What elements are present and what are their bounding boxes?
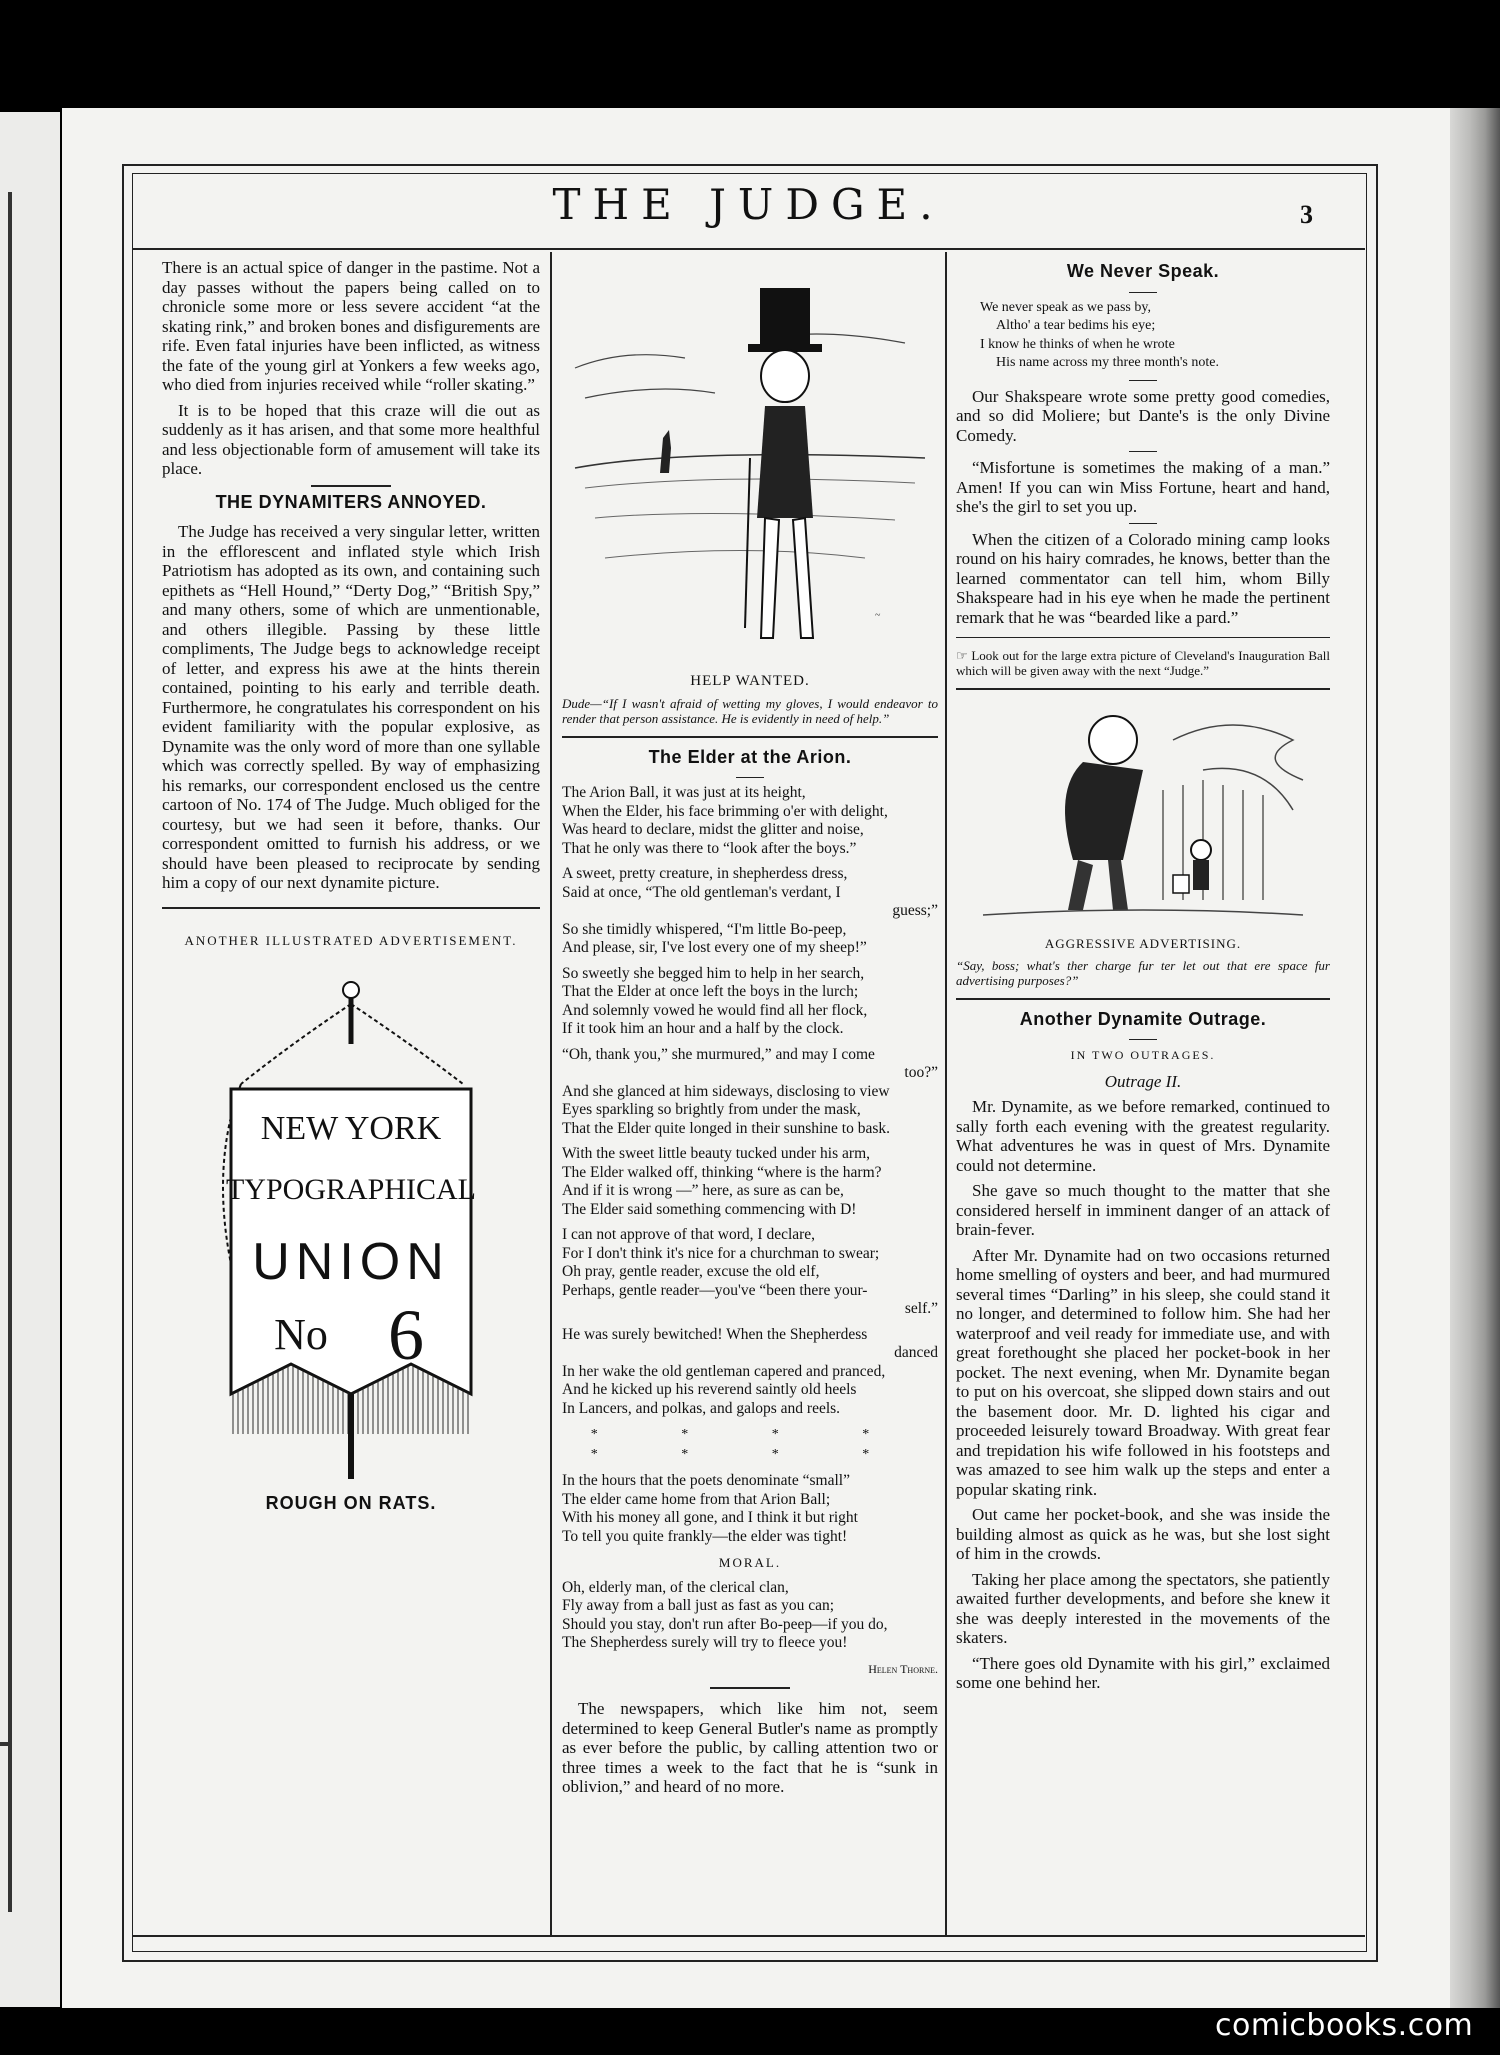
article-paragraph: It is to be hoped that this craze will die out as suddenly as it has arisen, and that some more healthful and less objectionable form of amusement will take its place. <box>162 400 540 478</box>
divider <box>162 907 540 909</box>
poem-stanza: In the hours that the poets denominate “small” The elder came home from that Arion Ball; With his money all gone, and I think it but right To tell you quite frankly—the elder was tight! <box>562 1472 858 1545</box>
divider <box>562 736 938 738</box>
banner-line-2: TYPOGRAPHICAL <box>225 1173 477 1206</box>
poem-stanza: With the sweet little beauty tucked under his arm, The Elder walked off, thinking “where is the harm? And if it is wrong —” here, as sure as can be, The Elder said something commencing with D! <box>562 1145 882 1218</box>
poem-stanza: A sweet, pretty creature, in shepherdess dress, Said at once, “The old gentleman's verdant, I guess;” So she timidly whispered, “I'm little Bo-peep, And please, sir, I've lost every one of my sheep!” <box>562 865 938 956</box>
dynamiters-heading: THE DYNAMITERS ANNOYED. <box>215 491 487 512</box>
divider <box>736 777 764 778</box>
help-wanted-illustration <box>565 258 935 668</box>
poem-stanza: He was surely bewitched! When the Shepherdess danced In her wake the old gentleman capered and pranced, And he kicked up his reverend saintly old heels In Lancers, and polkas, and galops and reels. <box>562 1325 938 1417</box>
outrage-paragraph: Mr. Dynamite, as we before remarked, continued to sally forth each evening with the greatest regularity. What adventures he was in quest of Mrs. Dynamite could not determine. <box>956 1097 1330 1175</box>
banner-line-1: NEW YORK <box>260 1110 442 1147</box>
inauguration-notice: ☞ Look out for the large extra picture of Cleveland's Inauguration Ball which will be given away with the next “Judge.” <box>956 648 1330 678</box>
previous-page-edge <box>0 112 60 2007</box>
svg-text:~: ~ <box>875 610 881 621</box>
help-wanted-caption: HELP WANTED. <box>690 673 810 689</box>
advertisement-caption: ROUGH ON RATS. <box>265 1493 437 1513</box>
moral-heading: MORAL. <box>718 1555 782 1570</box>
aggressive-advertising-caption: AGGRESSIVE ADVERTISING. <box>1044 936 1242 951</box>
divider <box>710 1687 790 1689</box>
banner-line-5: 6 <box>388 1295 424 1375</box>
divider <box>1129 292 1157 293</box>
column-2 <box>562 258 938 1803</box>
never-speak-poem: We never speak as we pass by, Altho' a tear bedims his eye; I know he thinks of when he wrote His name across my three month's note. <box>980 299 1219 370</box>
outrage-paragraph: She gave so much thought to the matter that she considered herself in imminent danger of an attack of brain-fever. <box>956 1181 1330 1239</box>
divider <box>1129 523 1157 524</box>
aggressive-advertising-illustration <box>973 700 1313 930</box>
butler-paragraph: The newspapers, which like him not, seem determined to keep General Butler's name as promptly as ever before the public, by calling attention two or three times a week to the fact that he is “sunk in oblivion,” and heard of no more. <box>562 1699 938 1796</box>
outrage-paragraph: Taking her place among the spectators, she patiently awaited further developments, and before she knew it she was deeply interested in the movements of the skaters. <box>956 1569 1330 1647</box>
shakespeare-paragraph: Our Shakspeare wrote some pretty good comedies, and so did Moliere; but Dante's is the only Divine Comedy. <box>956 386 1330 445</box>
banner-line-4: No <box>274 1310 328 1359</box>
poem-stanza: The Arion Ball, it was just at its height, When the Elder, his face brimming o'er with delight, Was heard to declare, midst the glitter and noise, That he only was there to “look after the boys.” <box>562 784 888 857</box>
divider <box>1129 451 1157 452</box>
misfortune-paragraph: “Misfortune is sometimes the making of a man.” Amen! If you can win Miss Fortune, heart and hand, she's the girl to set you up. <box>956 458 1330 516</box>
footer-rule <box>132 1935 1365 1937</box>
elder-poem-title: The Elder at the Arion. <box>648 746 852 767</box>
banner-line-3: UNION <box>252 1233 450 1291</box>
site-watermark: comicbooks.com <box>1215 2008 1474 2043</box>
divider <box>1129 380 1157 381</box>
divider <box>956 637 1330 638</box>
outrage-subtitle: IN TWO OUTRAGES. <box>1070 1048 1216 1062</box>
divider <box>956 688 1330 690</box>
outrage-paragraph: “There goes old Dynamite with his girl,” exclaimed some one behind her. <box>956 1653 1330 1692</box>
section-stars: * * * * * * * * <box>590 1427 910 1462</box>
union-banner-illustration <box>201 964 501 1484</box>
outrage-paragraph: After Mr. Dynamite had on two occasions returned home smelling of oysters and beer, and had murmured several times “Darling” in his sleep, she could stand it no longer, and determined to follow him. She had her waterproof and veil ready for immediate use, and with great forethought she placed her pocket-book in her pocket. The next evening, when Mr. Dynamite began to put on his overcoat, she slipped down stairs and out the basement door. Mr. D. lighted his cigar and proceeded leisurely toward Broadway. With great fear and trepidation his wife followed in his footsteps and was amazed to see him walk up the steps and enter a popular skating rink. <box>956 1245 1330 1499</box>
help-wanted-dialogue: Dude—“If I wasn't afraid of wetting my gloves, I would endeavor to render that person assistance. He is evidently in need of help.” <box>562 695 938 726</box>
article-paragraph: There is an actual spice of danger in the pastime. Not a day passes without the papers being called on to chronicle some more or less severe accident “at the skating rink,” and broken bones and disfigurements are rife. Even fatal injuries have been inflicted, as witness the fate of the young girl at Yonkers a few weeks ago, who died from injuries received while “roller skating.” <box>162 258 540 394</box>
advertisement-heading: ANOTHER ILLUSTRATED ADVERTISEMENT. <box>184 932 518 948</box>
poem-stanza: So sweetly she begged him to help in her search, That the Elder at once left the boys in the lurch; And solemnly vowed he would find all her flock, If it took him an hour and a half by the clock. <box>562 964 868 1037</box>
column-rule-1 <box>550 252 552 1935</box>
divider <box>311 485 391 487</box>
page-number: 3 <box>1300 200 1313 229</box>
outrage-part: Outrage II. <box>1104 1071 1182 1091</box>
aggressive-advertising-dialogue: “Say, boss; what's ther charge fur ter let out that ere space fur advertising purposes?” <box>956 957 1330 988</box>
dynamiters-body: The Judge has received a very singular letter, written in the efflorescent and inflated style which Irish Patriotism has adopted as its own, and containing such epithets as “Hell Hound,” “Derty Dog,” “British Spy,” and many others, some of which are unmentionable, and others illegible. Passing by these little compliments, The Judge begs to acknowledge receipt of letter, and express his awe at the hints therein contained, pointing to his early and terrible death. Furthermore, he congratulates his correspondent on his evident familiarity with the popular explosive, as Dynamite was the only word of more than one syllable which was correctly spelled. By way of emphasizing his remarks, our correspondent enclosed us the centre cartoon of No. 174 of The Judge. Much obliged for the courtesy, but we had seen it before, thanks. Our correspondent omitted to furnish his address, or we should have been pleased to reciprocate by sending him a copy of our next dynamite picture. <box>162 522 540 892</box>
poem-stanza: I can not approve of that word, I declare, For I don't think it's nice for a churchman to swear; Oh pray, gentle reader, excuse the old elf, Perhaps, gentle reader—you've “been there your- self.” <box>562 1226 938 1317</box>
poem-author: Helen Thorne. <box>868 1661 938 1676</box>
column-3 <box>956 258 1330 1699</box>
poem-stanza: “Oh, thank you,” she murmured,” and may I come too?” And she glanced at him sideways, disclosing to view Eyes sparkling so brightly from under the mask, That the Elder quite longed in their sunshine to bask. <box>562 1045 938 1137</box>
pointing-hand-icon: ☞ <box>956 648 972 663</box>
colorado-paragraph: When the citizen of a Colorado mining camp looks round on his hairy comrades, he knows, better than the learned commentator can tell him, whom Billy Shakspeare had in his eye when he made the pertinent remark that he was “bearded like a pard.” <box>956 529 1330 627</box>
book-spine <box>1450 108 1500 2008</box>
poem-moral: Oh, elderly man, of the clerical clan, Fly away from a ball just as fast as you can; Should you stay, don't run after Bo-peep—if you do, The Shepherdess surely will try to fleece you! <box>562 1578 888 1651</box>
column-1 <box>162 258 540 1514</box>
divider <box>956 998 1330 1000</box>
masthead-title: THE JUDGE. <box>552 180 945 229</box>
outrage-paragraph: Out came her pocket-book, and she was inside the building almost as quick as he was, but she lost sight of him in the crowds. <box>956 1505 1330 1563</box>
divider <box>1129 1039 1157 1040</box>
outrage-title: Another Dynamite Outrage. <box>1019 1008 1267 1029</box>
column-rule-2 <box>945 252 947 1935</box>
never-speak-title: We Never Speak. <box>1066 261 1220 281</box>
header-rule <box>132 248 1365 250</box>
